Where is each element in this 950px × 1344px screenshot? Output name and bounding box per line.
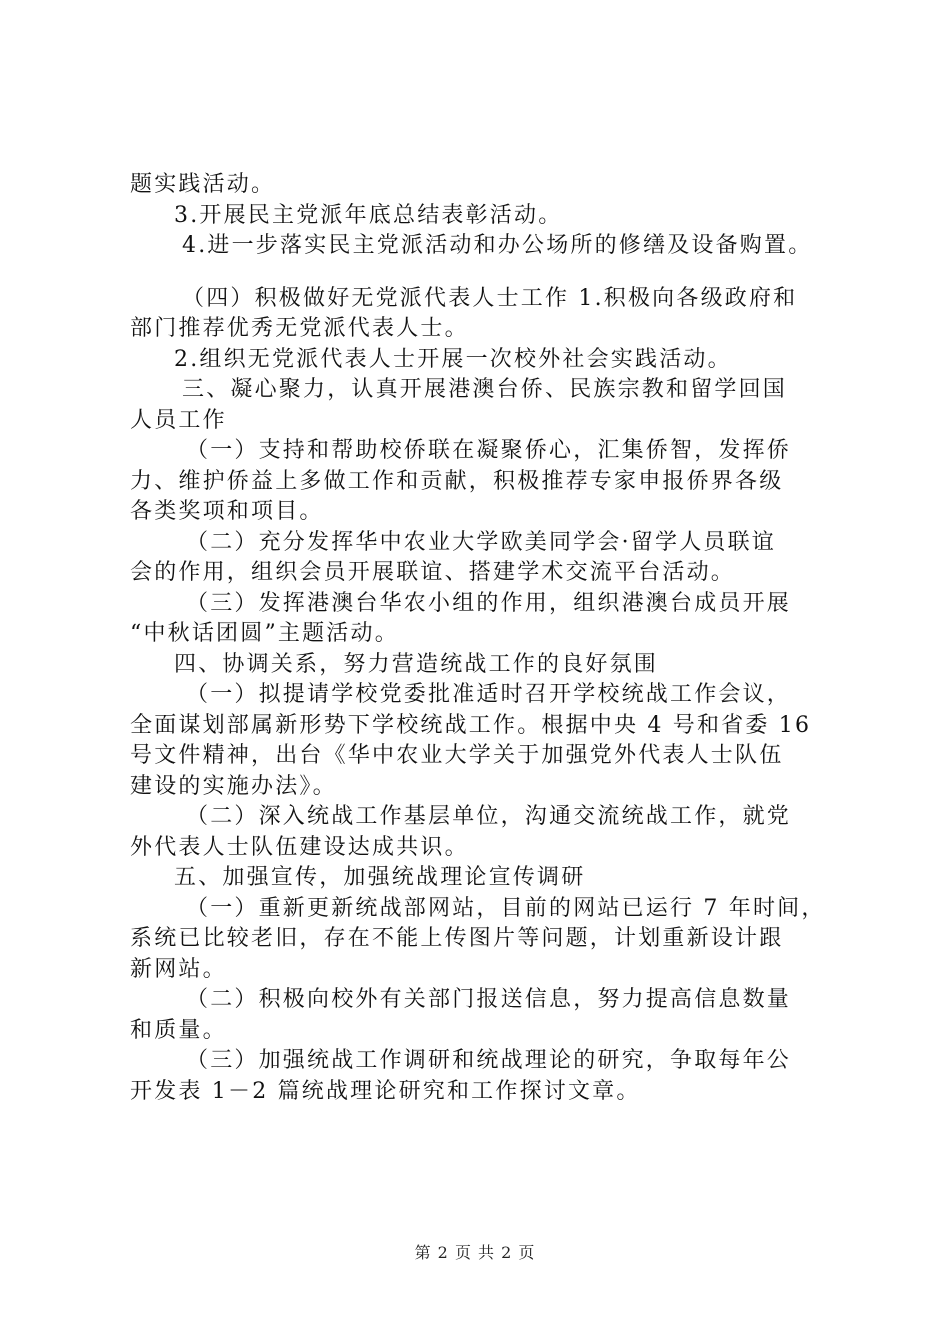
text-line: 3.开展民主党派年底总结表彰活动。 [174, 202, 563, 228]
text-line: （三）加强统战工作调研和统战理论的研究，争取每年公 [186, 1048, 792, 1073]
document-body [130, 170, 840, 1107]
text-line: （三）发挥港澳台华农小组的作用，组织港澳台成员开展 [186, 590, 792, 616]
paragraph-gap [130, 262, 840, 284]
section-heading: 四、协调关系，努力营造统战工作的良好氛围 [174, 651, 659, 677]
text-line: （二）深入统战工作基层单位，沟通交流统战工作，就党 [186, 804, 792, 829]
text-line: 开发表 1－2 篇统战理论研究和工作探讨文章。 [130, 1078, 641, 1104]
text-line: 外代表人士队伍建设达成共识。 [130, 834, 469, 860]
text-line: （一）拟提请学校党委批准适时召开学校统战工作会议， [186, 682, 792, 707]
section-heading: 五、加强宣传，加强统战理论宣传调研 [174, 865, 586, 890]
section-heading: 三、凝心聚力，认真开展港澳台侨、民族宗教和留学回国 [182, 377, 788, 402]
text-line: 和质量。 [130, 1017, 227, 1043]
text-line: （一）支持和帮助校侨联在凝聚侨心，汇集侨智，发挥侨 [186, 438, 792, 463]
text-line: （一）重新更新统战部网站，目前的网站已运行 7 年时间， [186, 895, 826, 921]
section-heading: 人员工作 [130, 407, 227, 433]
page-footer [0, 1240, 950, 1263]
text-line: （二）积极向校外有关部门报送信息，努力提高信息数量 [186, 987, 792, 1012]
text-line: 各类奖项和项目。 [130, 499, 324, 524]
text-line: 部门推荐优秀无党派代表人士。 [130, 316, 469, 341]
text-line: 力、维护侨益上多做工作和贡献，积极推荐专家申报侨界各级 [130, 468, 784, 494]
text-line: “中秋话团圆”主题活动。 [130, 621, 399, 646]
text-line: （二）充分发挥华中农业大学欧美同学会·留学人员联谊 [186, 529, 776, 555]
text-line: （四）积极做好无党派代表人士工作 1.积极向各级政府和 [182, 285, 798, 311]
text-line: 会的作用，组织会员开展联谊、搭建学术交流平台活动。 [130, 560, 736, 585]
text-line: 系统已比较老旧，存在不能上传图片等问题，计划重新设计跟 [130, 926, 784, 951]
text-line: 建设的实施办法》。 [130, 773, 337, 799]
text-line: 号文件精神，出台《华中农业大学关于加强党外代表人士队伍 [130, 743, 784, 768]
text-line: 题实践活动。 [130, 172, 276, 197]
text-line: 全面谋划部属新形势下学校统战工作。根据中央 4 号和省委 16 [130, 712, 812, 738]
text-line: 新网站。 [130, 956, 227, 982]
text-line: 4.进一步落实民主党派活动和办公场所的修缮及设备购置。 [182, 233, 813, 258]
page-number: 第 2 页 共 2 页 [414, 1243, 536, 1262]
text-line: 2.组织无党派代表人士开展一次校外社会实践活动。 [174, 346, 732, 372]
